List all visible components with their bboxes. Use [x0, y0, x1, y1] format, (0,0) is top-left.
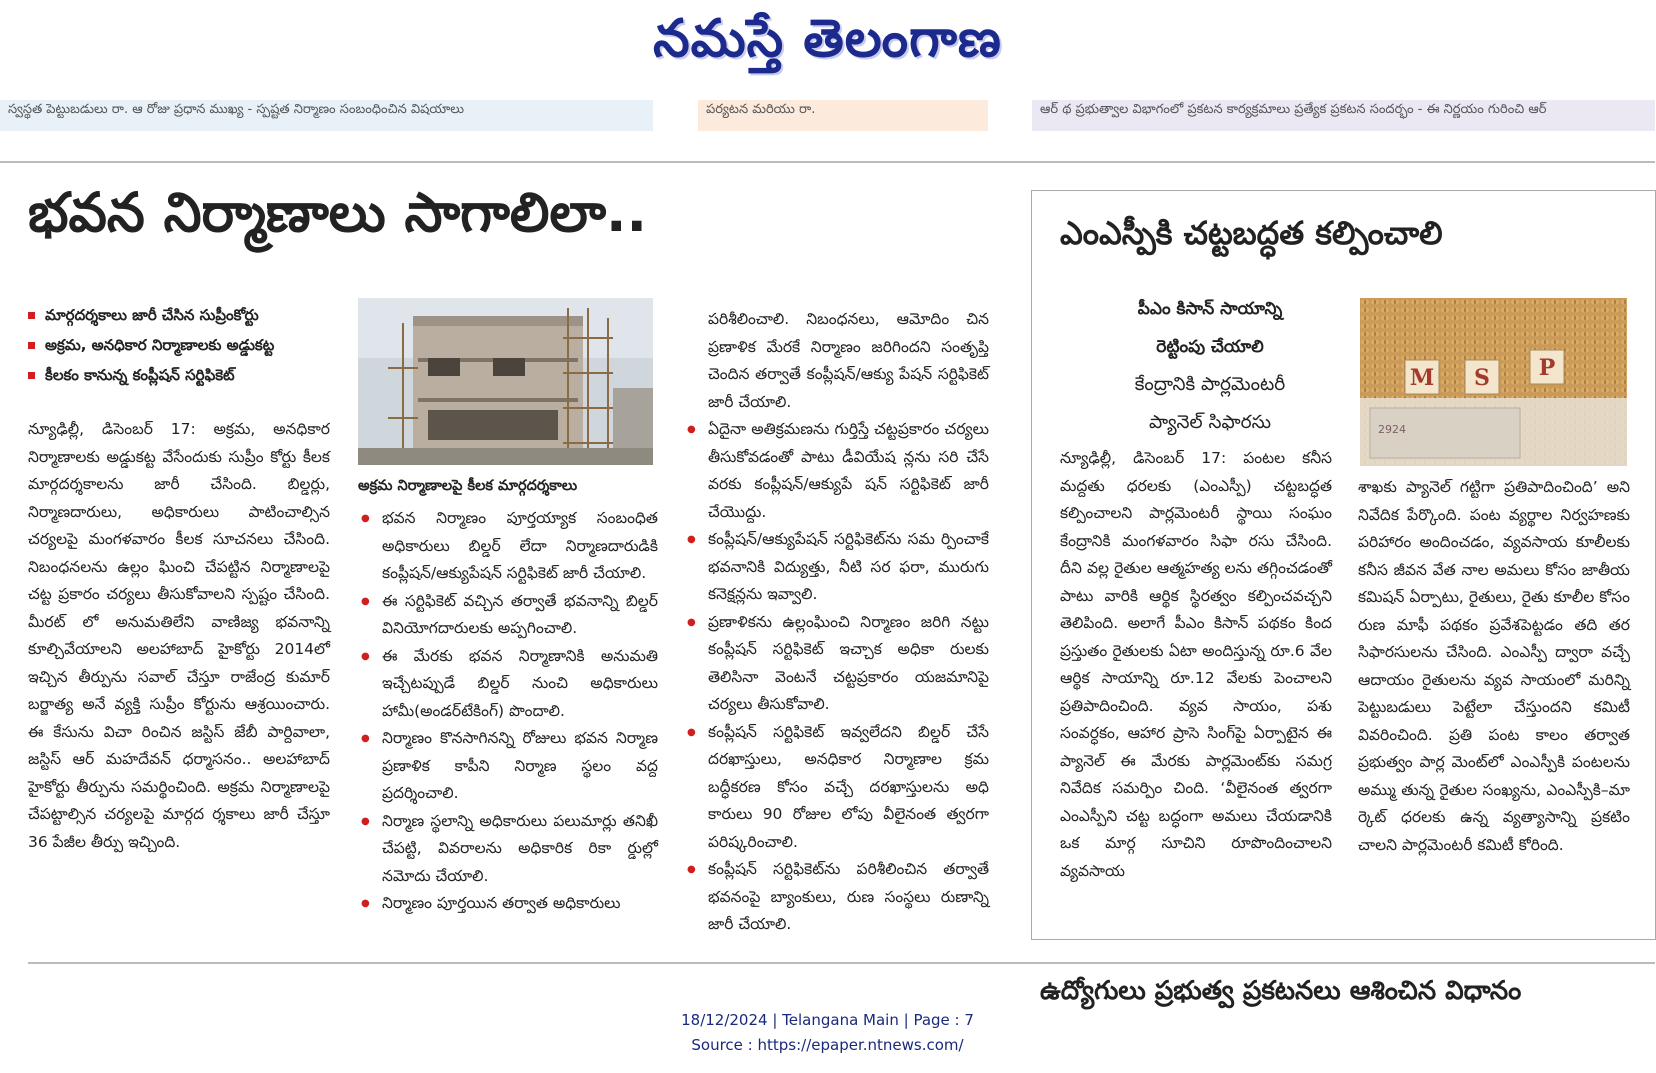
top-strip-right: ఆర్ థ ప్రభుత్వాల విభాగంలో ప్రకటన కార్యక్రమాలు ప్రత్యేక ప్రకటన సందర్భం - ఈ నిర్ణయం గురించి ఆర్ — [1032, 100, 1655, 131]
msp-letter-s: S — [1474, 365, 1490, 391]
msp-grain-photo — [1360, 298, 1627, 466]
side-subheading: కేంద్రానికి పార్లమెంటరీ ప్యానెల్ సిఫారసు — [1134, 374, 1286, 433]
red-square-icon — [28, 342, 35, 349]
top-divider — [0, 161, 1655, 163]
guideline-point: ● కంప్లీషన్ సర్టిఫికెట్ ఇవ్వలేదని బిల్డర్ చేసే దరఖాస్తులు, అనధికార నిర్మాణాల క్రమ బద్ధీకరణ కోసం వచ్చే దరఖాస్తులను అధి కారులు 90 రోజుల లోపు వీలైనంత త్వరగా పరిష్కరించాలి. — [684, 719, 989, 857]
highlight-bullet: కీలకం కానున్న కంప్లీషన్ సర్టిఫికెట్ — [28, 360, 348, 390]
guideline-point: ● ప్రణాళికను ఉల్లంఘించి నిర్మాణం జరిగి నట్టు కంప్లీషన్ సర్టిఫికెట్ ఇచ్చాక అధికా రులకు తెలిసినా వెంటనే చట్టప్రకారం యజమానిపై చర్యలు తీసుకోవాలి. — [684, 609, 989, 719]
masthead-logo: నమస్తే తెలంగాణ — [653, 8, 1002, 69]
highlight-bullets — [28, 300, 348, 390]
red-square-icon — [28, 372, 35, 379]
top-strip-middle: పర్యటన మరియు రా. — [698, 100, 988, 131]
side-subheading-bold: పీఎం కిసాన్ సాయాన్ని రెట్టింపు చేయాలి — [1137, 299, 1283, 357]
guideline-point: ● కంప్లీషన్/ఆక్యుపేషన్ సర్టిఫికెట్‌ను సమ ర్పించాకే భవనానికి విద్యుత్తు, నీటి సర ఫరా, మురుగు కనెక్షన్లను ఇవ్వాలి. — [684, 526, 989, 609]
side-headline: ఎంఎస్పీకి చట్టబద్ధత కల్పించాలి — [1060, 214, 1443, 252]
banknote-digits: 2924 — [1378, 423, 1406, 436]
highlight-bullet: మార్గదర్శకాలు జారీ చేసిన సుప్రీంకోర్టు — [28, 300, 348, 330]
main-body-column-2 — [358, 505, 658, 955]
guideline-point: ● ఈ సర్టిఫికెట్ వచ్చిన తర్వాతే భవనాన్ని బిల్డర్ వినియోగదారులకు అప్పగించాలి. — [358, 588, 658, 643]
guideline-point: ● నిర్మాణ స్థలాన్ని అధికారులు పలుమార్లు తనిఖీ చేపట్టి, వివరాలను అధికారిక రికా ర్డుల్లో నమోదు చేయాలి. — [358, 808, 658, 891]
bottom-divider — [28, 962, 1655, 964]
page-footer — [0, 1008, 1655, 1058]
msp-letter-m: M — [1409, 365, 1435, 391]
guideline-point: ● నిర్మాణం కొనసాగినన్ని రోజులు భవన నిర్మాణ ప్రణాళిక కాపీని నిర్మాణ స్థలం వద్ద ప్రదర్శించాలి. — [358, 725, 658, 808]
guideline-point: ● ఏదైనా అతిక్రమణను గుర్తిస్తే చట్టప్రకారం చర్యలు తీసుకోవడంతో పాటు డీవియేష న్లను సరి చేసే వరకు కంప్లీషన్/ఆక్యుపే షన్ సర్టిఫికెట్ జారీ చేయొద్దు. — [684, 416, 989, 526]
main-headline: భవన నిర్మాణాలు సాగాలిలా.. — [28, 181, 648, 244]
edition-info: 18/12/2024 | Telangana Main | Page : 7 — [681, 1011, 974, 1029]
side-body-column-1: న్యూఢిల్లీ, డిసెంబర్ 17: పంటల కనీస మద్దతు ధరలకు (ఎంఎస్పీ) చట్టబద్ధత కల్పించాలని పార్లమెంటరీ స్థాయి సంఘం కేంద్రానికి మంగళవారం సిఫా రసు చేసింది. దీని వల్ల రైతుల ఆత్మహత్య లను తగ్గించడంతో పాటు వారికి ఆర్థిక స్థిరత్వం కల్పించవచ్చని తెలిపింది. అలాగే పీఎం కిసాన్ పథకం కింద ప్రస్తుతం రైతులకు ఏటా అందిస్తున్న రూ.6 వేల ఆర్థిక సాయాన్ని రూ.12 వేలకు పెంచాలని ప్రతిపాదించింది. వ్యవ సాయం, పశు సంవర్ధకం, ఆహార ప్రాసె సింగ్‌పై ఏర్పాటైన ఈ ప్యానెల్ ఈ మేరకు పార్లమెంట్‌కు సమగ్ర నివేదిక సమర్పిం చింది. ‘వీలైనంత త్వరగా ఎంఎస్పీని చట్ట బద్ధంగా అమలు చేయడానికి ఒక మార్గ సూచిని రూపొందించాలని వ్యవసాయ — [1060, 449, 1332, 880]
guideline-point: ● నిర్మాణం పూర్తయిన తర్వాత అధికారులు — [358, 890, 658, 918]
red-square-icon — [28, 312, 35, 319]
side-body-column-2: శాఖకు ప్యానెల్ గట్టిగా ప్రతిపాదించింది’ అని నివేదిక పేర్కొంది. పంట వ్యర్థాల నిర్వహణకు పరిహారం అందించడం, వ్యవసాయ కూలీలకు కనీస జీవన వేత నాల అమలు కోసం జాతీయ కమిషన్ ఏర్పాటు, రైతులు, రైతు కూలీల కోసం రుణ మాఫీ పథకం ప్రవేశపెట్టడం తది తర సిఫారసులను చేసింది. ఎంఎస్పీ ద్వారా వచ్చే ఆదాయం రైతులను వ్యవ సాయంలో మరిన్ని పెట్టుబడులు పెట్టేలా చేస్తుందని కమిటీ వివరించింది. ప్రతి పంట కాలం తర్వాత ప్రభుత్వం పార్ల మెంట్‌లో ఎంఎస్పీకి పంటలను అమ్ము తున్న రైతుల సంఖ్యను, ఎంఎస్పీకి–మా ర్కెట్ ధరలకు ఉన్న వ్యత్యాసాన్ని ప్రకటిం చాలని పార్లమెంటరీ కమిటీ కోరింది. — [1358, 478, 1630, 854]
guideline-point: ● కంప్లీషన్ సర్టిఫికెట్‌ను పరిశీలించిన తర్వాతే భవనంపై బ్యాంకులు, రుణ సంస్థలు రుణాన్ని జారీ చేయాలి. — [684, 856, 989, 939]
main-body-column-1: న్యూఢిల్లీ, డిసెంబర్ 17: అక్రమ, అనధికార నిర్మాణాలకు అడ్డుకట్ట వేసేందుకు సుప్రీం కోర్టు కీలక మార్గదర్శకాలను జారీ చేసింది. బిల్డర్లు, నిర్మాణదారులు, అధికారులు పాటించాల్సిన చర్యలపై మంగళవారం కీలక సూచనలు చేసింది. నిబంధనలను ఉల్లం ఘించి చేపట్టిన నిర్మాణాలపై చట్ట ప్రకారం చర్యలు తీసుకోవాలని స్పష్టం చేసింది. మీరట్ లో అనుమతిలేని వాణిజ్య భవనాన్ని కూల్చివేయాలని అలహాబాద్ హైకోర్టు 2014లో ఇచ్చిన తీర్పును సవాల్ చేస్తూ రాజేంద్ర కుమార్ బర్జాత్య అనే వ్యక్తి సుప్రీం కోర్టును ఆశ్రయించారు. ఈ కేసును విచా రించిన జస్టిస్ జేబీ పార్దివాలా, జస్టిస్ ఆర్ మహదేవన్ ధర్మాసనం.. అలహాబాద్ హైకోర్టు తీర్పును సమర్థించింది. అక్రమ నిర్మాణాలపై చేపట్టాల్సిన చర్యలపై మార్గద ర్శకాలు జారీ చేస్తూ 36 పేజీల తీర్పు ఇచ్చింది. — [28, 420, 330, 851]
msp-letter-p: P — [1538, 355, 1556, 381]
main-body-column-3: పరిశీలించాలి. నిబంధనలు, ఆమోదిం చిన ప్రణాళిక మేరకే నిర్మాణం జరిగిందని సంతృప్తి చెందిన తర్వాతే కంప్లీషన్/ఆక్యు పేషన్ సర్టిఫికెట్ జారీ చేయాలి. ● ఏదైనా అతిక్రమణను గుర్తిస్తే చట్టప్రకారం చర్యలు తీసుకోవడంతో పాటు డీవియేష న్లను సరి చేసే వరకు కంప్లీషన్/ఆక్యుపే షన్ సర్టిఫికెట్ జారీ చేయొద్దు. ● కంప్లీషన్/ఆక్యుపేషన్ సర్టిఫికెట్‌ను సమ ర్పించాకే భవనానికి విద్యుత్తు, నీటి సర ఫరా, మురుగు కనెక్షన్లను ఇవ్వాలి. ● ప్రణాళికను ఉల్లంఘించి నిర్మాణం జరిగి నట్టు కంప్లీషన్ సర్టిఫికెట్ ఇచ్చాక అధికా రులకు తెలిసినా వెంటనే చట్టప్రకారం యజమానిపై చర్యలు తీసుకోవాలి. ● కంప్లీషన్ సర్టిఫికెట్ ఇవ్వలేదని బిల్డర్ చేసే దరఖాస్తులు, అనధికార నిర్మాణాల క్రమ బద్ధీకరణ కోసం వచ్చే దరఖాస్తులను అధి కారులు 90 రోజుల లోపు వీలైనంత త్వరగా పరిష్కరించాలి. ● కంప్లీషన్ సర్టిఫికెట్‌ను పరిశీలించిన తర్వాతే భవనంపై బ్యాంకులు, రుణ సంస్థలు రుణాన్ని జారీ చేయాలి. — [684, 306, 989, 956]
highlight-bullet: అక్రమ, అనధికార నిర్మాణాలకు అడ్డుకట్ట — [28, 330, 348, 360]
next-headline-teaser: ఉద్యోగులు ప్రభుత్వ ప్రకటనలు ఆశించిన విధానం — [1040, 976, 1522, 1006]
source-link[interactable]: Source : https://epaper.ntnews.com/ — [691, 1036, 964, 1054]
top-strip-left: స్వస్థత పెట్టుబడులు రా. ఆ రోజు ప్రధాన ముఖ్య - స్పష్టత నిర్మాణం సంబంధించిన విషయాలు — [0, 100, 653, 131]
photo-caption: అక్రమ నిర్మాణాలపై కీలక మార్గదర్శకాలు — [358, 478, 578, 494]
building-construction-photo — [358, 298, 653, 465]
guideline-point: ● ఈ మేరకు భవన నిర్మాణానికి అనుమతి ఇచ్చేటప్పుడే బిల్డర్ నుంచి అధికారులు హామీ(అండర్‌టేకింగ్) పొందాలి. — [358, 643, 658, 726]
guideline-point: ● భవన నిర్మాణం పూర్తయ్యాక సంబంధిత అధికారులు బిల్డర్ లేదా నిర్మాణదారుడికి కంప్లీషన్/ఆక్యుపేషన్ సర్టిఫికెట్ జారీ చేయాలి. — [358, 505, 658, 588]
